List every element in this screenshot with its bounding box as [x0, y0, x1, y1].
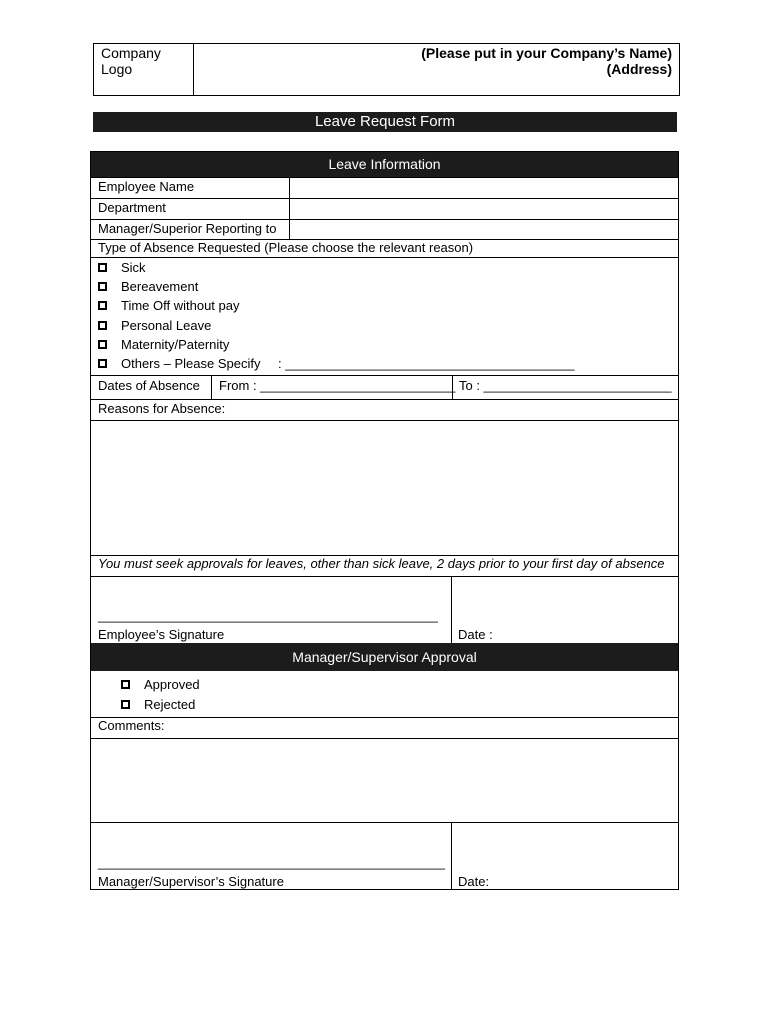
- comments-textarea[interactable]: [91, 739, 678, 822]
- absence-type-label: Type of Absence Requested (Please choose the relevant reason): [98, 240, 474, 255]
- leave-form: [90, 151, 679, 890]
- company-address: (Address): [606, 61, 672, 77]
- row-divider: [91, 717, 678, 718]
- reasons-label: Reasons for Absence:: [98, 401, 226, 416]
- absence-option-label: Maternity/Paternity: [121, 337, 230, 352]
- manager-date-label: Date:: [458, 874, 490, 889]
- row-divider: [91, 257, 678, 258]
- employee-signature-line[interactable]: _______________________________________________: [98, 608, 438, 623]
- checkbox-icon[interactable]: [98, 340, 107, 349]
- checkbox-icon[interactable]: [98, 301, 107, 310]
- checkbox-icon[interactable]: [98, 282, 107, 291]
- logo-line-1: Company: [101, 45, 161, 61]
- column-divider: [211, 375, 212, 399]
- absence-option-label: Others – Please Specify: [121, 356, 261, 371]
- absence-option-label: Personal Leave: [121, 318, 212, 333]
- row-divider: [91, 375, 678, 376]
- employee-date-label: Date :: [458, 627, 493, 642]
- employee-name-label: Employee Name: [98, 179, 195, 194]
- column-divider: [452, 375, 453, 399]
- company-logo-placeholder: [94, 44, 194, 95]
- approval-option-label: Approved: [144, 677, 200, 692]
- approval-option-label: Rejected: [144, 697, 196, 712]
- logo-line-2: Logo: [101, 61, 133, 77]
- manager-label: Manager/Superior Reporting to: [98, 221, 277, 236]
- checkbox-icon[interactable]: [98, 359, 107, 368]
- manager-signature-line[interactable]: ________________________________________________: [98, 855, 446, 870]
- manager-field[interactable]: [290, 220, 678, 239]
- manager-signature-label: Manager/Supervisor’s Signature: [98, 874, 284, 889]
- company-name-block: [194, 44, 679, 95]
- checkbox-icon[interactable]: [98, 321, 107, 330]
- employee-signature-label: Employee’s Signature: [98, 627, 225, 642]
- column-divider: [289, 177, 290, 239]
- approval-notice: You must seek approvals for leaves, other than sick leave, 2 days prior to your first day of absence: [98, 556, 665, 571]
- checkbox-icon[interactable]: [121, 700, 130, 709]
- to-date-field[interactable]: To : __________________________: [459, 378, 672, 393]
- from-date-field[interactable]: From : ___________________________: [219, 378, 456, 393]
- absence-option-label: Time Off without pay: [121, 298, 240, 313]
- row-divider: [91, 822, 678, 823]
- department-field[interactable]: [290, 199, 678, 219]
- department-label: Department: [98, 200, 166, 215]
- column-divider: [451, 822, 452, 889]
- leave-info-heading: Leave Information: [91, 152, 678, 177]
- absence-option-label: Sick: [121, 260, 146, 275]
- reasons-textarea[interactable]: [91, 421, 678, 555]
- row-divider: [91, 576, 678, 577]
- column-divider: [451, 576, 452, 643]
- specify-line[interactable]: : ________________________________________: [278, 356, 575, 371]
- company-name: (Please put in your Company’s Name): [421, 45, 672, 61]
- company-header: [93, 43, 680, 96]
- dates-label: Dates of Absence: [98, 378, 200, 393]
- comments-label: Comments:: [98, 718, 165, 733]
- row-divider: [91, 399, 678, 400]
- checkbox-icon[interactable]: [121, 680, 130, 689]
- form-title: Leave Request Form: [93, 112, 677, 132]
- absence-option-label: Bereavement: [121, 279, 199, 294]
- approval-heading: Manager/Supervisor Approval: [91, 643, 678, 671]
- checkbox-icon[interactable]: [98, 263, 107, 272]
- employee-name-field[interactable]: [290, 178, 678, 198]
